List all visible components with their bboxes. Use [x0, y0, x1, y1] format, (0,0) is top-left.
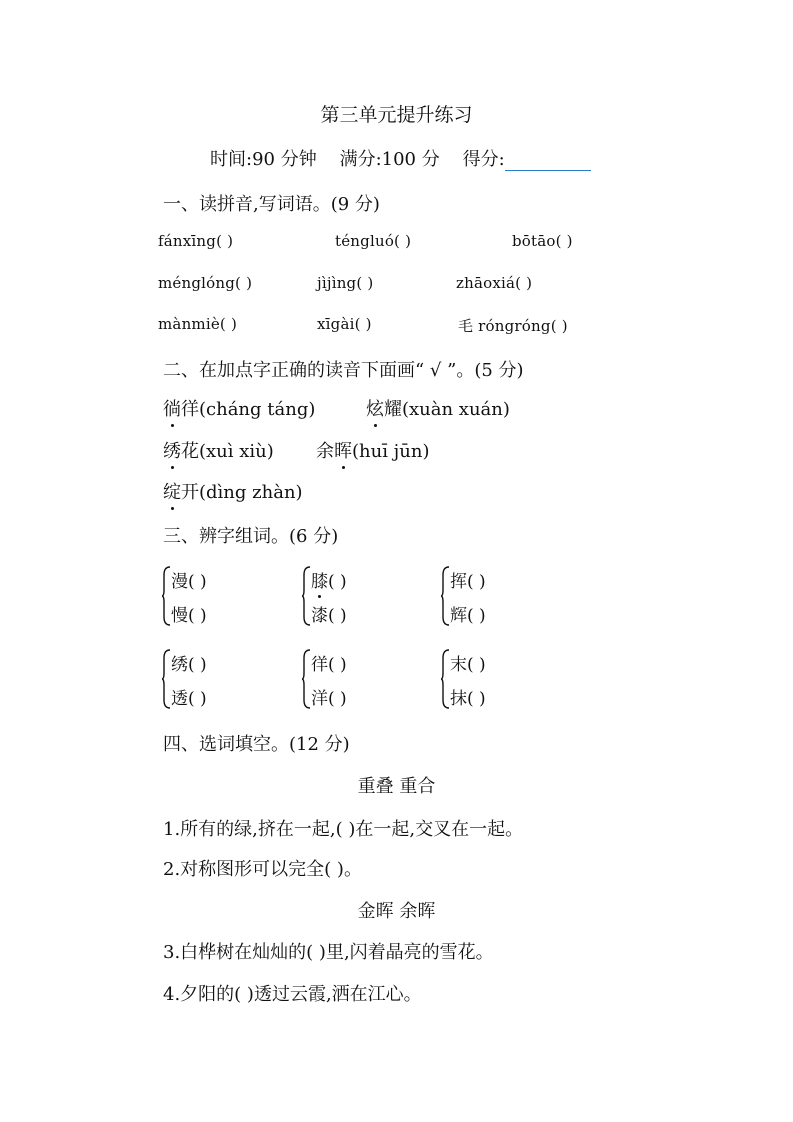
pinyin-item[interactable]: téngluó( ) — [335, 232, 412, 250]
section-3-heading: 三、辨字组词。(6 分) — [163, 526, 339, 547]
pronunciation-item[interactable]: 绽开(dìng zhàn) — [163, 478, 303, 504]
section-4-heading: 四、选词填空。(12 分) — [163, 734, 350, 755]
pinyin-item[interactable]: xīgài( ) — [317, 315, 372, 333]
brace-icon — [440, 565, 450, 627]
pinyin-item[interactable]: bōtāo( ) — [512, 232, 573, 250]
exam-meta — [210, 145, 591, 171]
word-item[interactable]: 慢( ) — [171, 606, 207, 626]
word-bank: 金晖 余晖 — [357, 901, 436, 922]
pinyin-item[interactable]: zhāoxiá( ) — [456, 274, 533, 292]
pinyin-item[interactable]: 毛 róngróng( ) — [458, 317, 568, 335]
pinyin-item[interactable]: fánxīng( ) — [158, 232, 234, 250]
word-item[interactable]: 挥( ) — [450, 572, 486, 592]
brace-icon — [161, 565, 171, 627]
word-item[interactable]: 绣( ) — [171, 655, 207, 675]
section-1-heading: 一、读拼音,写词语。(9 分) — [163, 194, 380, 215]
section-2-heading: 二、在加点字正确的读音下面画“ √ ”。(5 分) — [163, 360, 524, 381]
score-blank[interactable] — [505, 150, 591, 171]
fill-question[interactable]: 3.白桦树在灿灿的( )里,闪着晶亮的雪花。 — [163, 942, 494, 963]
dotted-char: 炫 — [366, 395, 384, 421]
pronunciation-item[interactable]: 炫耀(xuàn xuán) — [366, 395, 510, 421]
pinyin-item[interactable]: ménglóng( ) — [158, 274, 253, 292]
dotted-char: 绣 — [163, 437, 181, 463]
dotted-char: 徜 — [163, 395, 181, 421]
dotted-char: 晖 — [334, 437, 352, 463]
brace-icon — [440, 648, 450, 710]
pronunciation-item[interactable]: 徜徉(cháng táng) — [163, 395, 315, 421]
pinyin-item[interactable]: jìjìng( ) — [317, 274, 374, 292]
full-score: 满分:100 分 — [339, 149, 440, 170]
word-item[interactable]: 透( ) — [171, 689, 207, 709]
fill-question[interactable]: 1.所有的绿,挤在一起,( )在一起,交叉在一起。 — [163, 819, 524, 840]
word-item[interactable]: 洋( ) — [311, 689, 347, 709]
time-limit: 时间:90 分钟 — [210, 149, 317, 170]
word-item[interactable]: 徉( ) — [311, 655, 347, 675]
dotted-char: 绽 — [163, 478, 181, 504]
brace-icon — [301, 565, 311, 627]
word-item[interactable]: 漫( ) — [171, 572, 207, 592]
fill-question[interactable]: 4.夕阳的( )透过云霞,洒在江心。 — [163, 984, 422, 1005]
page-title: 第三单元提升练习 — [320, 104, 473, 126]
word-item[interactable]: 辉( ) — [450, 606, 486, 626]
pinyin-item[interactable]: mànmiè( ) — [158, 315, 237, 333]
word-bank: 重叠 重合 — [357, 776, 436, 797]
word-item[interactable]: 末( ) — [450, 655, 486, 675]
fill-question[interactable]: 2.对称图形可以完全( )。 — [163, 859, 362, 880]
word-item[interactable]: 膝( ) — [311, 567, 347, 592]
word-item[interactable]: 抹( ) — [450, 689, 486, 709]
pronunciation-item[interactable]: 绣花(xuì xiù) — [163, 437, 274, 463]
brace-icon — [301, 648, 311, 710]
brace-icon — [161, 648, 171, 710]
score-label: 得分: — [462, 149, 505, 170]
pronunciation-item[interactable]: 余晖(huī jūn) — [316, 437, 429, 463]
word-item[interactable]: 漆( ) — [311, 606, 347, 626]
